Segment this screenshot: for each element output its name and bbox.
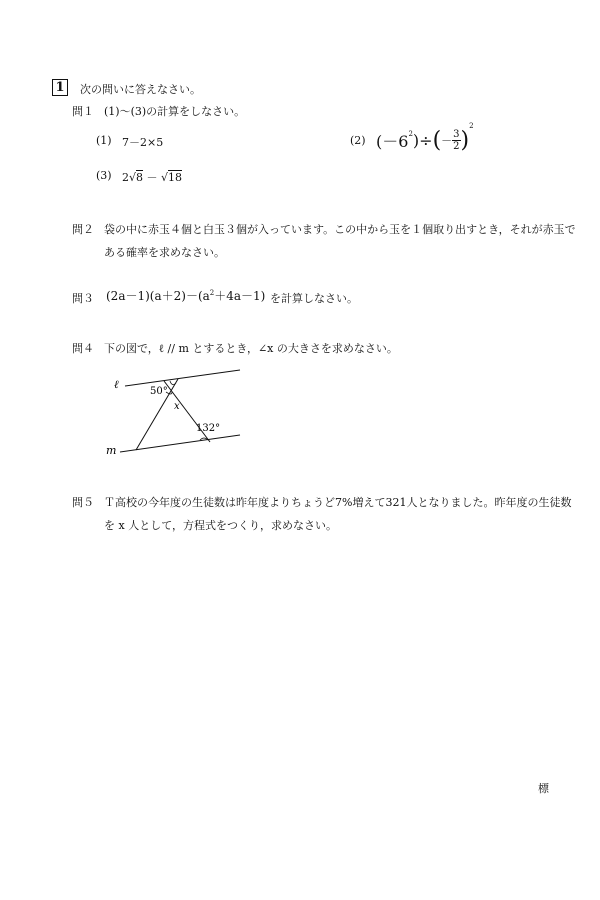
q1-part1-expression: 7－2×5 [122,136,164,149]
q4-figure [100,362,260,462]
q5-label: 問５ [72,496,94,509]
q1-part2-numerator: 3 [453,128,460,140]
q1-part3-label: (3) [96,169,112,182]
q4-text: 下の図で，ℓ // m とするとき，∠x の大きさを求めなさい。 [104,342,398,355]
q1-label: 問１ [72,105,94,118]
q1-part1-label: (1) [96,134,112,147]
q1-part3-radicand2: 18 [168,171,183,184]
q1-part2-exp: 2 [408,130,413,138]
figure-angle-x: x [174,401,180,412]
q2-line1: 袋の中に赤玉４個と白玉３個が入っています。この中から玉を１個取り出すとき，それが赤玉で [104,223,576,236]
figure-angle-50: 50° [150,386,168,397]
q3-label: 問３ [72,292,94,305]
footer-mark: 標 [538,782,549,795]
q1-part2-expression: (－6 $^2$ )÷ ( － $\frac{3}{2}$ ) $^2$ [376,122,474,153]
q1-part2-label: (2) [350,134,366,147]
q1-part2-fraction [452,129,460,152]
q1-part2-div: )÷ [412,130,433,150]
q1-part2-denominator: 2 [453,140,460,152]
q1-part3-coef: 2 [122,171,129,184]
q1-part3-expression: 2√8 － √18 [122,171,183,184]
q5-line2: を x 人として，方程式をつくり，求めなさい。 [104,519,337,532]
figure-line-l [125,370,240,386]
q1-part3-radicand1: 8 [136,171,144,184]
q1-part2-outer-exp: 2 [469,122,474,130]
figure-label-m: m [106,444,117,457]
q3-expr-a: (2a－1)(a＋2)－(a [106,289,210,303]
q5-line1: Ｔ高校の今年度の生徒数は昨年度よりちょうど7%増えて321人となりました。昨年度の生徒数 [104,496,572,509]
q1-part2-open: (－6 [376,131,409,151]
q1-part3-minus: － [143,171,162,184]
q4-label: 問４ [72,342,94,355]
q3-expression [106,287,265,304]
q3-expr-b: ＋4a－1) [214,289,266,303]
q1-instruction: (1)～(3)の計算をしなさい。 [104,105,246,118]
figure-label-l: ℓ [114,378,119,391]
figure-angle-132: 132° [196,423,221,434]
q2-line2: ある確率を求めなさい。 [104,246,225,259]
q3-suffix: を計算しなさい。 [270,292,358,305]
q1-part2-minus: － [441,134,453,147]
q2-label: 問２ [72,223,94,236]
figure-line-m [120,435,240,452]
section-title: 次の問いに答えなさい。 [80,83,201,96]
section-number: 1 [52,79,68,96]
q3-expr-exp: 2 [209,289,215,297]
figure-arc-top [170,381,176,385]
